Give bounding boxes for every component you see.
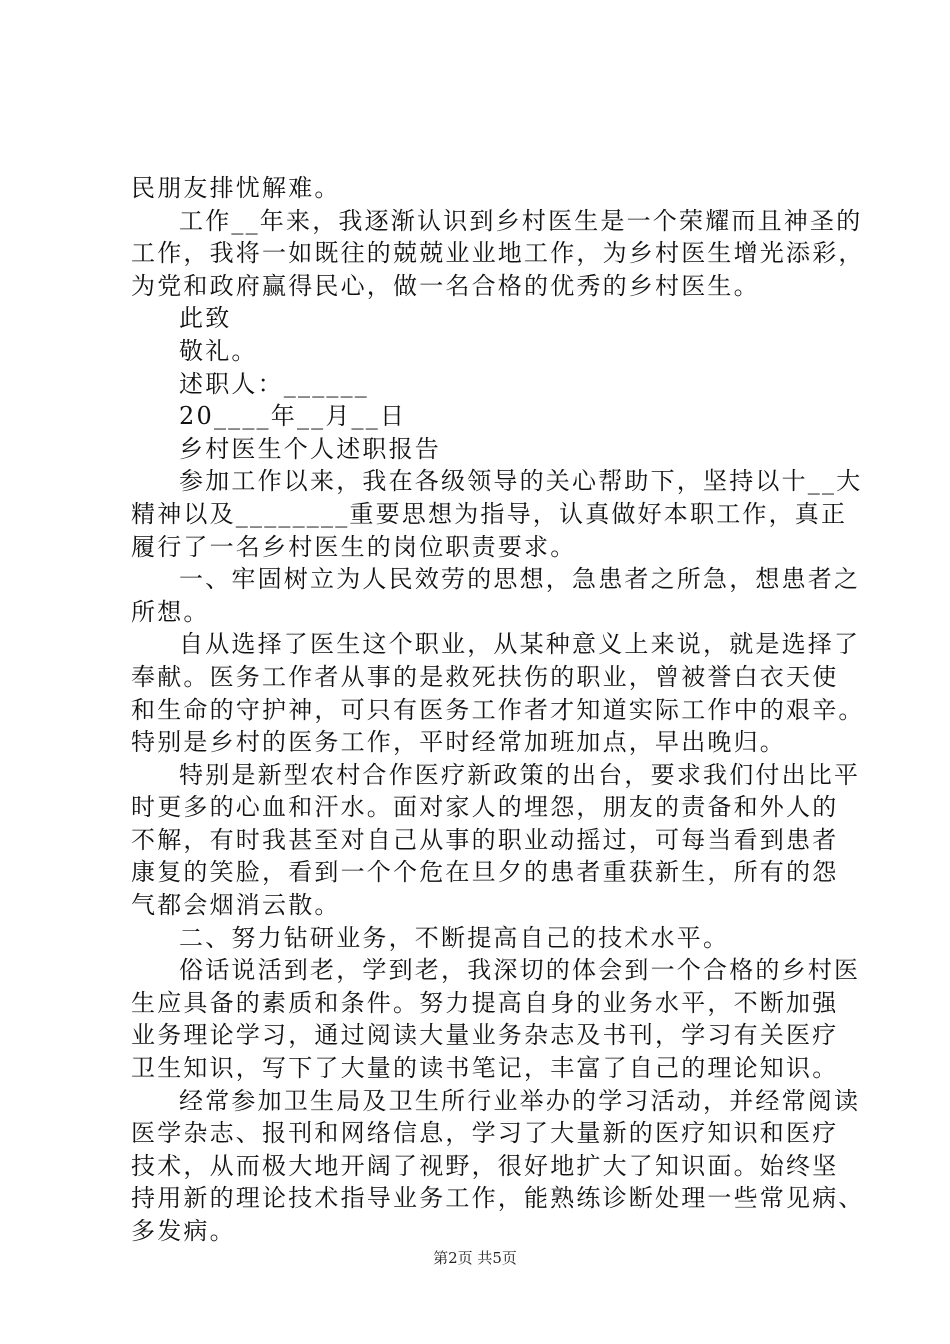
text-line: 业务理论学习，通过阅读大量业务杂志及书刊，学习有关医疗: [131, 1021, 839, 1050]
text-line: 和生命的守护神，可只有医务工作者才知道实际工作中的艰辛。: [131, 695, 865, 724]
text-line: 多发病。: [131, 1217, 236, 1245]
closing-salutation: 此致: [179, 304, 232, 333]
text-line: 时更多的心血和汗水。面对家人的埋怨，朋友的责备和外人的: [131, 793, 839, 822]
date-line: 20____年__月__日: [179, 402, 407, 431]
subheading: 一、牢固树立为人民效劳的思想，急患者之所急，想患者之: [179, 565, 861, 594]
text-line: 工作，我将一如既往的兢兢业业地工作，为乡村医生增光添彩，: [131, 239, 865, 268]
text-line: 康复的笑脸，看到一个个危在旦夕的患者重获新生，所有的怨: [131, 858, 839, 887]
text-line: 所想。: [131, 597, 210, 626]
text-line: 参加工作以来，我在各级领导的关心帮助下，坚持以十__大: [179, 467, 863, 496]
text-line: 技术，从而极大地开阔了视野，很好地扩大了知识面。始终坚: [131, 1151, 839, 1180]
text-line: 卫生知识，写下了大量的读书笔记，丰富了自己的理论知识。: [131, 1054, 839, 1083]
text-line: 持用新的理论技术指导业务工作，能熟练诊断处理一些常见病、: [131, 1184, 865, 1213]
text-line: 特别是乡村的医务工作，平时经常加班加点，早出晚归。: [131, 728, 786, 757]
text-line: 医学杂志、报刊和网络信息，学习了大量新的医疗知识和医疗: [131, 1119, 839, 1148]
text-line: 精神以及________重要思想为指导，认真做好本职工作，真正: [131, 499, 848, 528]
text-line: 气都会烟消云散。: [131, 891, 341, 920]
text-line: 为党和政府赢得民心，做一名合格的优秀的乡村医生。: [131, 271, 760, 300]
text-block: [131, 172, 865, 1248]
text-line: 特别是新型农村合作医疗新政策的出台，要求我们付出比平: [179, 760, 861, 789]
text-line: 自从选择了医生这个职业，从某种意义上来说，就是选择了: [179, 630, 861, 659]
text-line: 履行了一名乡村医生的岗位职责要求。: [131, 532, 577, 561]
section-title: 乡村医生个人述职报告: [179, 434, 441, 463]
signature-line: 述职人：______: [179, 369, 369, 398]
text-line: 工作__年来，我逐渐认识到乡村医生是一个荣耀而且神圣的: [179, 206, 863, 235]
text-line: 经常参加卫生局及卫生所行业举办的学习活动，并经常阅读: [179, 1086, 861, 1115]
text-line: 民朋友排忧解难。: [131, 174, 341, 202]
document-body: [131, 172, 865, 1248]
text-line: 生应具备的素质和条件。努力提高自身的业务水平，不断加强: [131, 988, 839, 1017]
closing-regards: 敬礼。: [179, 336, 258, 365]
page-number-footer: 第2页 共5页: [433, 1249, 517, 1267]
subheading: 二、努力钻研业务，不断提高自己的技术水平。: [179, 923, 730, 952]
text-line: 不解，有时我甚至对自己从事的职业动摇过，可每当看到患者: [131, 825, 839, 854]
text-line: 奉献。医务工作者从事的是救死扶伤的职业，曾被誉白衣天使: [131, 662, 839, 691]
text-line: 俗话说活到老，学到老，我深切的体会到一个合格的乡村医: [179, 956, 861, 985]
